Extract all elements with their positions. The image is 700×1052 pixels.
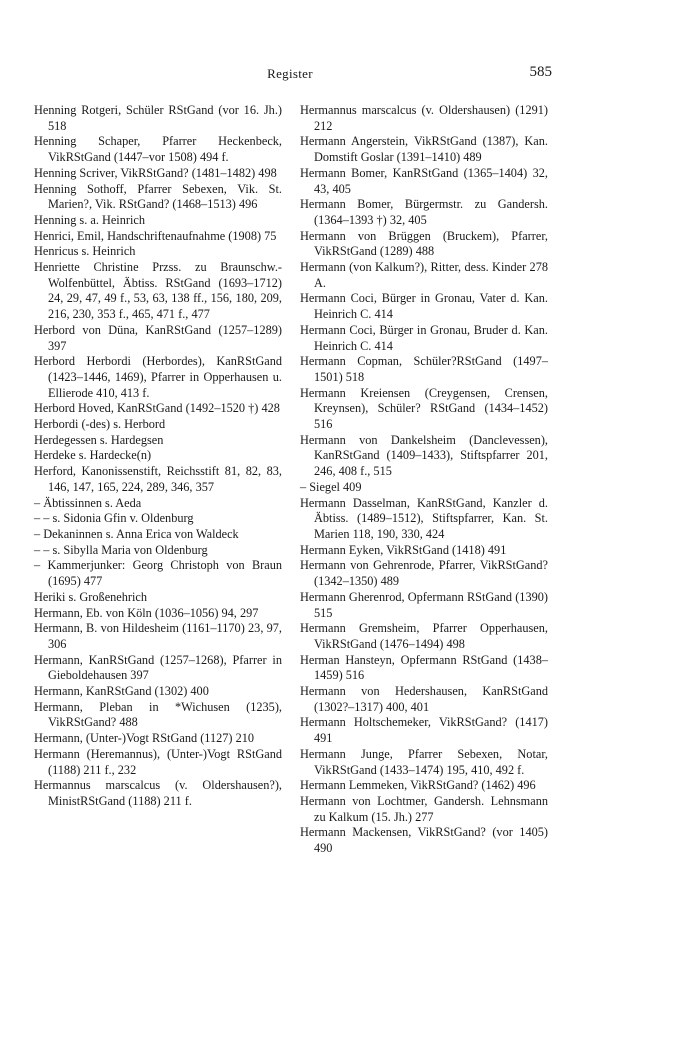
index-entry: Hermann Gherenrod, Opfermann RStGand (1390) 515 — [300, 589, 548, 620]
index-entry: Herbordi (-des) s. Herbord — [34, 417, 166, 432]
page-number: 585 — [529, 64, 552, 80]
index-entry: Hermann Dasselman, KanRStGand, Kanzler d. Äbtiss. (1489–1512), Stiftspfarrer, Kan. St. Marien 118, 190, 330, 424 — [300, 495, 548, 541]
index-entry: – – s. Sidonia Gfin v. Oldenburg — [34, 511, 194, 526]
index-entry: Herbord Herbordi (Herbordes), KanRStGand (1423–1446, 1469), Pfarrer in Opperhausen u. Ellierode 410, 413 f. — [34, 354, 282, 400]
index-entry: Henning Schaper, Pfarrer Heckenbeck, VikRStGand (1447–vor 1508) 494 f. — [34, 134, 282, 165]
index-entry: Hermann Bomer, KanRStGand (1365–1404) 32, 43, 405 — [300, 165, 548, 196]
index-entry: – Äbtissinnen s. Aeda — [34, 495, 142, 510]
index-entry: Hermann von Dankelsheim (Danclevessen), KanRStGand (1409–1433), Stiftspfarrer 201, 246, 408 f., 515 — [300, 432, 548, 479]
index-entry: Hermann, B. von Hildesheim (1161–1170) 23, 97, 306 — [34, 621, 282, 651]
index-entry: Henning s. a. Heinrich — [34, 212, 145, 227]
index-entry: Hermann Mackensen, VikRStGand? (vor 1405) 490 — [300, 825, 548, 856]
index-entry: Henrici, Emil, Handschriftenaufnahme (1908) 75 — [34, 228, 277, 243]
index-entry: Hermann Coci, Bürger in Gronau, Bruder d. Kan. Heinrich C. 414 — [300, 322, 548, 353]
index-entry: Hermann Eyken, VikRStGand (1418) 491 — [300, 542, 507, 557]
index-entry: Hermann Gremsheim, Pfarrer Opperhausen, VikRStGand (1476–1494) 498 — [300, 621, 548, 651]
index-entry: – – s. Sibylla Maria von Oldenburg — [34, 542, 208, 557]
index-entry: Hermann, Eb. von Köln (1036–1056) 94, 297 — [34, 605, 259, 620]
index-entry: Hermannus marscalcus (v. Oldershausen) (1291) 212 — [300, 103, 548, 133]
index-entry: Hermann Lemmeken, VikRStGand? (1462) 496 — [300, 778, 536, 793]
index-entry: Hermann, KanRStGand (1257–1268), Pfarrer in Gieboldehausen 397 — [34, 652, 282, 683]
running-title: Register — [267, 66, 313, 81]
index-entry: Hermann, KanRStGand (1302) 400 — [34, 684, 209, 699]
index-entry: Hermannus marscalcus (v. Oldershausen?), MinistRStGand (1188) 211 f. — [34, 778, 282, 808]
index-entry: Hermann Angerstein, VikRStGand (1387), Kan. Domstift Goslar (1391–1410) 489 — [300, 134, 548, 165]
index-entry: Henning Scriver, VikRStGand? (1481–1482) 498 — [34, 165, 277, 180]
index-entry: Henning Rotgeri, Schüler RStGand (vor 16. Jh.) 518 — [34, 103, 282, 133]
index-entry: – Siegel 409 — [300, 479, 362, 494]
index-entry: Hermann von Lochtmer, Gandersh. Lehnsmann zu Kalkum (15. Jh.) 277 — [300, 793, 548, 824]
index-entry: Herbord von Düna, KanRStGand (1257–1289) 397 — [34, 322, 282, 353]
index-entry: Hermann Copman, Schüler?RStGand (1497–1501) 518 — [300, 354, 548, 384]
index-entry: Hermann Bomer, Bürgermstr. zu Gandersh. (1364–1393 †) 32, 405 — [300, 197, 548, 227]
index-entry: Hermann Holtschemeker, VikRStGand? (1417) 491 — [300, 715, 548, 746]
index-entry: Hermann Junge, Pfarrer Sebexen, Notar, VikRStGand (1433–1474) 195, 410, 492 f. — [300, 746, 548, 777]
index-entry: Hermann, Pleban in *Wichusen (1235), VikRStGand? 488 — [34, 699, 282, 730]
index-entry: Herman Hansteyn, Opfermann RStGand (1438–1459) 516 — [300, 652, 548, 683]
index-entry: – Kammerjunker: Georg Christoph von Braun (1695) 477 — [34, 558, 282, 589]
index-entry: Herdegessen s. Hardegsen — [34, 432, 164, 447]
index-column-right — [300, 103, 548, 857]
index-entry: – Dekaninnen s. Anna Erica von Waldeck — [34, 526, 239, 541]
index-entry: Hermann von Hedershausen, KanRStGand (1302?–1317) 400, 401 — [300, 684, 548, 714]
index-entry: Hermann Coci, Bürger in Gronau, Vater d. Kan. Heinrich C. 414 — [300, 291, 548, 322]
index-entry: Hermann Kreiensen (Creygensen, Crensen, Kreynsen), Schüler? RStGand (1434–1452) 516 — [300, 385, 548, 432]
index-column-left — [34, 103, 282, 810]
index-entry: Henricus s. Heinrich — [34, 244, 136, 259]
index-entry: Henning Sothoff, Pfarrer Sebexen, Vik. St. Marien?, Vik. RStGand? (1468–1513) 496 — [34, 181, 282, 212]
index-entry: Hermann, (Unter-)Vogt RStGand (1127) 210 — [34, 731, 255, 746]
index-entry: Hermann (Heremannus), (Unter-)Vogt RStGand (1188) 211 f., 232 — [34, 746, 282, 777]
index-entry: Hermann von Brüggen (Bruckem), Pfarrer, VikRStGand (1289) 488 — [300, 228, 548, 259]
index-entry: Hermann von Gehrenrode, Pfarrer, VikRStGand? (1342–1350) 489 — [300, 558, 548, 589]
page-header — [28, 64, 552, 86]
index-entry: Henriette Christine Przss. zu Braunschw.-Wolfenbüttel, Äbtiss. RStGand (1693–1712) 24, 29, 47, 49 f., 53, 63, 138 ff., 156, 180, 209, 216, 230, 353 f., 465, 471 f., 477 — [34, 260, 282, 322]
index-entry: Heriki s. Großenehrich — [34, 589, 148, 604]
index-entry: Herdeke s. Hardecke(n) — [34, 448, 152, 463]
index-entry: Herbord Hoved, KanRStGand (1492–1520 †) 428 — [34, 401, 280, 416]
index-entry: Herford, Kanonissenstift, Reichsstift 81, 82, 83, 146, 147, 165, 224, 289, 346, 357 — [34, 464, 282, 494]
index-entry: Hermann (von Kalkum?), Ritter, dess. Kinder 278 A. — [300, 260, 548, 290]
